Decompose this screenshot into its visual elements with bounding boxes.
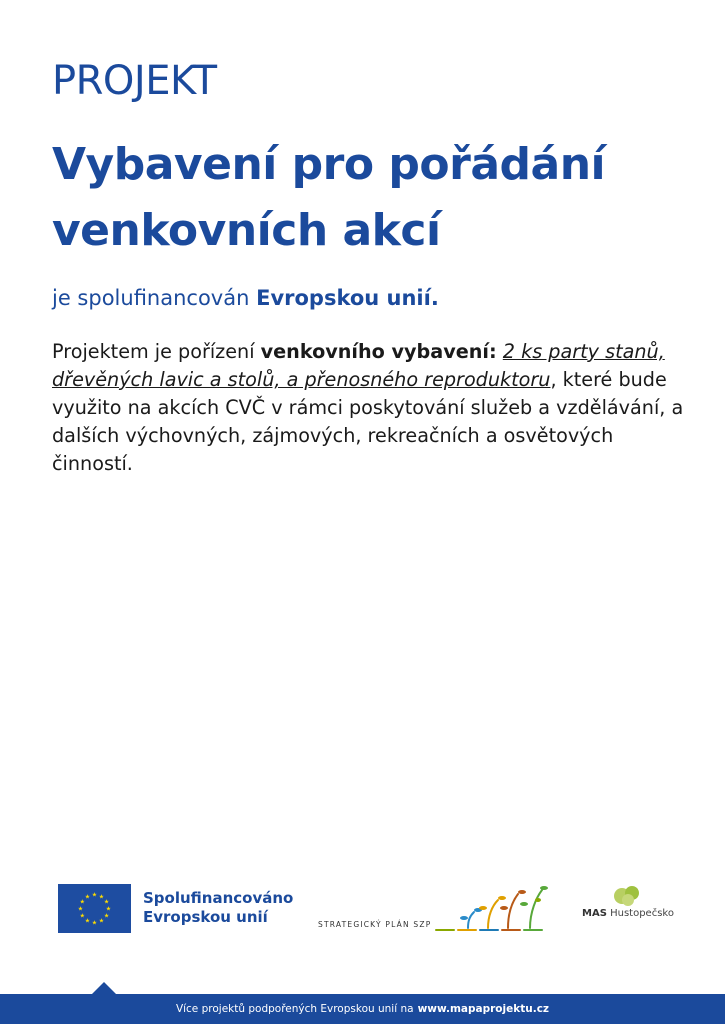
page-title: Vybavení pro pořádání venkovních akcí [52, 139, 606, 256]
eu-star-icon: ★ [98, 892, 105, 900]
subtitle [52, 286, 439, 310]
subtitle-prefix: je spolufinancován [52, 286, 257, 310]
eu-logo-line2: Evropskou unií [143, 908, 268, 926]
eu-star-icon: ★ [77, 905, 84, 912]
eu-star-icon: ★ [84, 917, 91, 925]
footer-bar [0, 994, 725, 1024]
eu-star-icon: ★ [91, 891, 98, 898]
description-rest: , které bude využito na akcích CVČ v rámci poskytování služeb a vzdělávání, a dalších výchovných, zájmových, rekreačních a osvětových činností. [52, 368, 684, 475]
szp-label: STRATEGICKÝ PLÁN SZP [318, 920, 432, 929]
description-items: 2 ks party stanů, dřevěných lavic a stolů, a přenosného reproduktoru [52, 340, 665, 391]
mas-rest: Hustopečsko [610, 908, 674, 919]
page-kicker: PROJEKT [52, 58, 217, 104]
subtitle-bold: Evropskou unií. [256, 286, 439, 310]
eu-star-icon: ★ [105, 905, 112, 912]
mas-tree-icon [608, 884, 648, 908]
mas-hustopecsko-logo [578, 884, 678, 934]
eu-logo-line1: Spolufinancováno [143, 889, 294, 907]
eu-star-icon: ★ [79, 912, 86, 919]
eu-flag-icon [58, 884, 131, 933]
eu-cofunded-logo [58, 882, 298, 934]
mas-bold: MAS [582, 908, 607, 919]
description-bold: venkovního vybavení: [260, 340, 497, 363]
footer-notch [92, 982, 116, 994]
strategic-plan-logo [318, 882, 550, 934]
description-intro: Projektem je pořízení [52, 340, 261, 363]
szp-plants-icon [318, 882, 550, 934]
footer-link[interactable]: www.mapaprojektu.cz [417, 1003, 550, 1015]
eu-star-icon: ★ [79, 898, 86, 905]
eu-star-icon: ★ [91, 919, 98, 926]
footer-text: Více projektů podpořených Evropskou unií na [175, 1003, 414, 1015]
eu-star-icon: ★ [98, 917, 105, 925]
eu-star-icon: ★ [103, 912, 110, 919]
eu-star-icon: ★ [84, 892, 91, 900]
project-description [52, 338, 692, 478]
eu-star-icon: ★ [103, 898, 110, 905]
